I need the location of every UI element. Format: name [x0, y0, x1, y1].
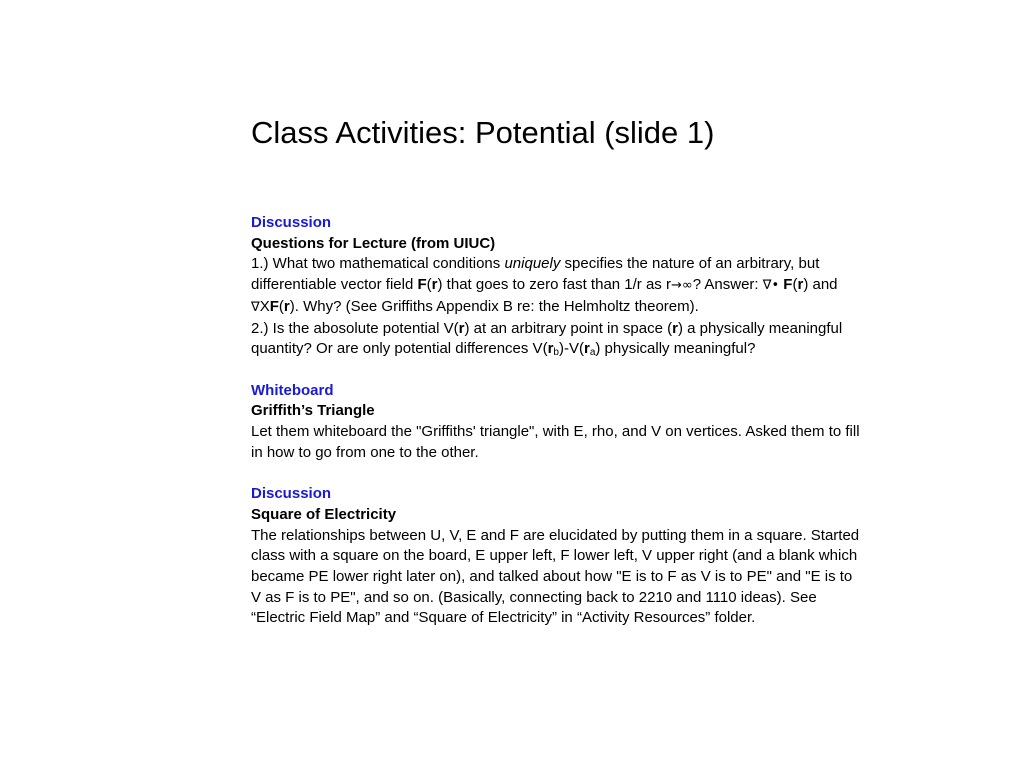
subscript-a: a: [589, 347, 596, 359]
question-1-text: 1.) What two mathematical conditions: [251, 255, 505, 273]
cross-symbol: X: [259, 297, 270, 315]
section-heading-discussion: Discussion: [251, 214, 332, 231]
question-1-text: ? Answer:: [692, 276, 763, 294]
section-subheading-square: Square of Electricity: [251, 505, 397, 523]
question-1-text: (: [278, 297, 284, 315]
question-2-text: ) at an arbitrary point in space (: [464, 319, 673, 337]
position-vector-symbol: r: [547, 340, 554, 358]
question-1-text: (: [792, 276, 798, 294]
question-1-text: ). Why? (See Griffiths Appendix B re: the Helmholtz theorem).: [289, 297, 699, 315]
question-1-text: (: [426, 276, 432, 294]
section-subheading-questions: Questions for Lecture (from UIUC): [251, 234, 496, 252]
slide-content: [251, 213, 866, 629]
question-2-text: 2.) Is the abosolute potential V(: [251, 319, 459, 337]
position-vector-symbol: r: [583, 340, 590, 358]
slide-title: Class Activities: Potential (slide 1): [251, 115, 715, 150]
position-vector-symbol: r: [283, 297, 290, 315]
question-1-text: specifies the nature of an arbitrary, but differentiable vector field: [251, 255, 820, 294]
spacer: [251, 463, 866, 484]
spacer: [251, 360, 866, 381]
section-body-triangle: Let them whiteboard the "Griffiths' triangle", with E, rho, and V on vertices. Asked them to fill in how to go from one to the other.: [251, 423, 860, 461]
divergence-symbol: ∇•: [762, 278, 780, 294]
question-2: [251, 319, 866, 360]
question-1-text: ) and: [803, 276, 838, 294]
question-1-emphasis: uniquely: [504, 255, 561, 273]
question-2-text: )-V(: [558, 340, 584, 358]
question-1-text: ) that goes to zero fast than 1/r as r: [437, 276, 671, 294]
position-vector-symbol: r: [797, 276, 804, 294]
nabla-symbol: ∇: [251, 299, 260, 315]
position-vector-symbol: r: [431, 276, 438, 294]
position-vector-symbol: r: [672, 319, 678, 337]
vector-field-symbol: F: [783, 276, 793, 294]
question-2-text: ) physically meaningful?: [595, 340, 756, 358]
question-2-text: ) a physically meaningful quantity? Or are only potential differences V(: [251, 319, 843, 358]
vector-field-symbol: F: [417, 276, 427, 294]
section-subheading-triangle: Griffith’s Triangle: [251, 402, 375, 420]
section-body-square: The relationships between U, V, E and F are elucidated by putting them in a square. Started class with a square on the board, E upper left, F lower left, V upper right (and a blank which became PE lower right later on), and talked about how "E is to F as V is to PE" and "E is to V as F is to PE", and so on. (Basically, connecting back to 2210 and 1110 ideas). See “Electric Field Map” and “Square of Electricity” in “Activity Resources” folder.: [251, 526, 860, 627]
arrow-infinity-symbol: →∞: [670, 278, 693, 294]
section-heading-discussion-2: Discussion: [251, 485, 332, 503]
question-1: [251, 254, 866, 318]
vector-field-symbol: F: [269, 297, 279, 315]
position-vector-symbol: r: [458, 319, 465, 337]
section-heading-whiteboard: Whiteboard: [251, 381, 334, 399]
subscript-b: b: [553, 347, 559, 359]
